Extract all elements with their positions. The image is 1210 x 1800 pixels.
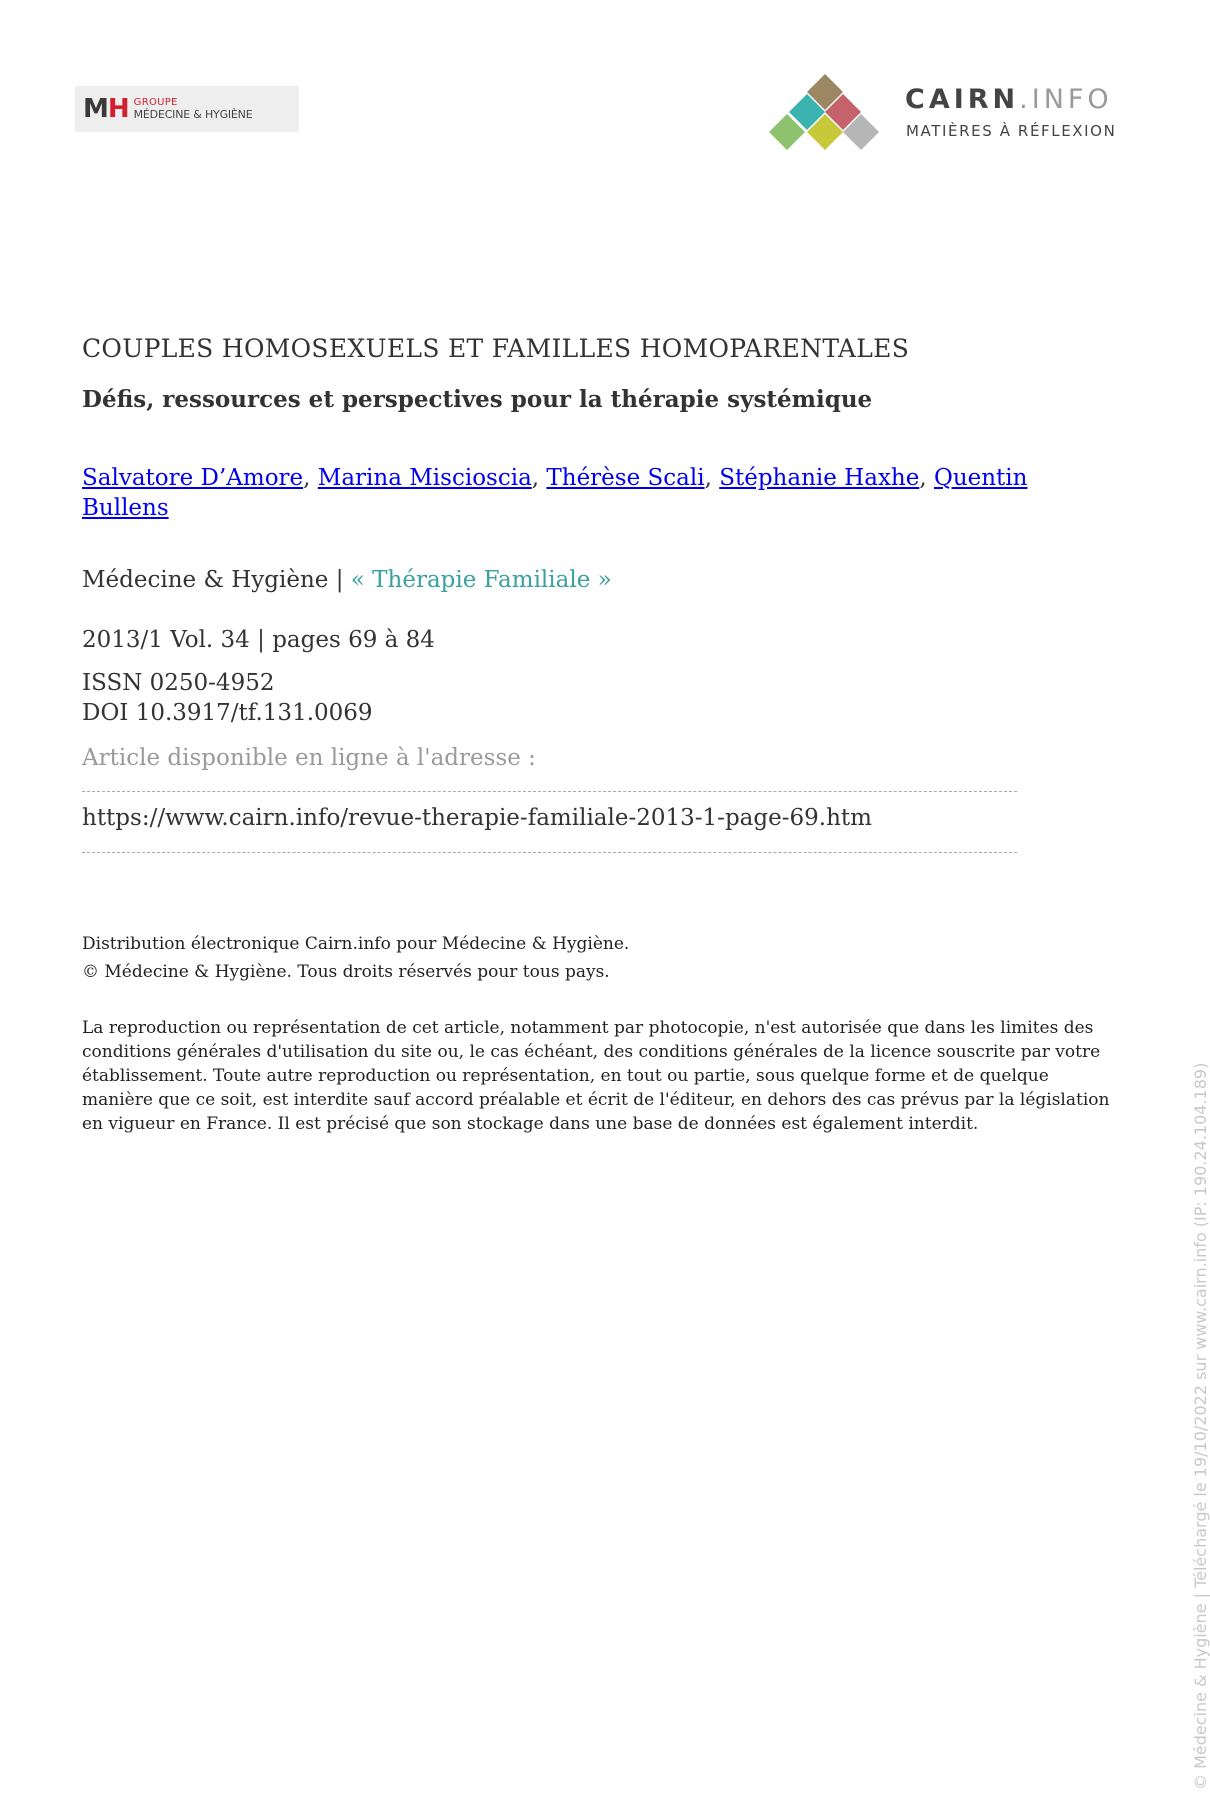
author-separator: ,	[303, 465, 318, 491]
author-separator: ,	[531, 465, 547, 491]
download-watermark: © Médecine & Hygiène | Téléchargé le 19/10/2022 sur www.cairn.info (IP: 190.24.104.189)	[1191, 1062, 1210, 1790]
author-link[interactable]: Thérèse Scali	[546, 465, 705, 491]
author-link[interactable]: Marina Miscioscia	[317, 465, 532, 491]
publisher-logo-text	[134, 98, 253, 120]
publisher-logo-mark	[83, 96, 128, 122]
author-separator: ,	[919, 465, 934, 491]
issue-info: 2013/1 Vol. 34 | pages 69 à 84	[82, 627, 435, 653]
distribution-line: Distribution électronique Cairn.info pour Médecine & Hygiène.	[82, 934, 630, 954]
author-link[interactable]: Stéphanie Haxhe	[719, 465, 920, 491]
journal-separator: |	[328, 567, 351, 593]
doi: DOI 10.3917/tf.131.0069	[82, 700, 373, 726]
article-title: COUPLES HOMOSEXUELS ET FAMILLES HOMOPARENTALES	[82, 334, 910, 363]
cairn-name	[905, 86, 1113, 113]
author-link[interactable]: Quentin Bullens	[82, 465, 1028, 521]
legal-notice: La reproduction ou représentation de cet article, notamment par photocopie, n'est autorisée que dans les limites des conditions générales d'utilisation du site ou, le cas échéant, des conditions générales de la licence souscrite par votre établissement. Toute autre reproduction ou représentation, en tout ou partie, sous quelque forme et de quelque manière que ce soit, est interdite sauf accord préalable et écrit de l'éditeur, en dehors des cas prévus par la législation en vigueur en France. Il est précisé que son stockage dans une base de données est également interdit.	[82, 1018, 1110, 1134]
cairn-name-bold: CAIRN	[905, 84, 1020, 115]
url-divider-bottom	[82, 852, 1017, 853]
url-divider-top	[82, 791, 1017, 792]
publisher-logo-m: M	[83, 94, 107, 124]
distribution-notice	[82, 930, 629, 986]
journal-name-link[interactable]: « Thérapie Familiale »	[350, 567, 612, 593]
article-subtitle: Défis, ressources et perspectives pour la thérapie systémique	[82, 386, 873, 413]
cairn-diamonds-icon	[765, 72, 890, 158]
author-separator: ,	[704, 465, 720, 491]
article-url[interactable]: https://www.cairn.info/revue-therapie-familiale-2013-1-page-69.htm	[82, 805, 872, 831]
cairn-name-light: .INFO	[1019, 84, 1113, 115]
author-link[interactable]: Salvatore D’Amore	[82, 465, 304, 491]
author-list	[82, 463, 1082, 523]
cairn-logo	[765, 72, 1135, 158]
publisher-logo-line2: MÉDECINE & HYGIÈNE	[133, 108, 253, 121]
cairn-tagline: MATIÈRES À RÉFLEXION	[906, 122, 1117, 140]
publisher-name: Médecine & Hygiène	[82, 567, 329, 593]
publisher-logo-line1: GROUPE	[133, 97, 178, 108]
copyright-line: © Médecine & Hygiène. Tous droits réservés pour tous pays.	[82, 962, 610, 982]
available-online-label: Article disponible en ligne à l'adresse :	[82, 745, 536, 771]
publisher-logo	[75, 86, 299, 132]
publisher-logo-h: H	[107, 94, 128, 124]
issn: ISSN 0250-4952	[82, 670, 275, 696]
journal-line	[82, 567, 612, 593]
